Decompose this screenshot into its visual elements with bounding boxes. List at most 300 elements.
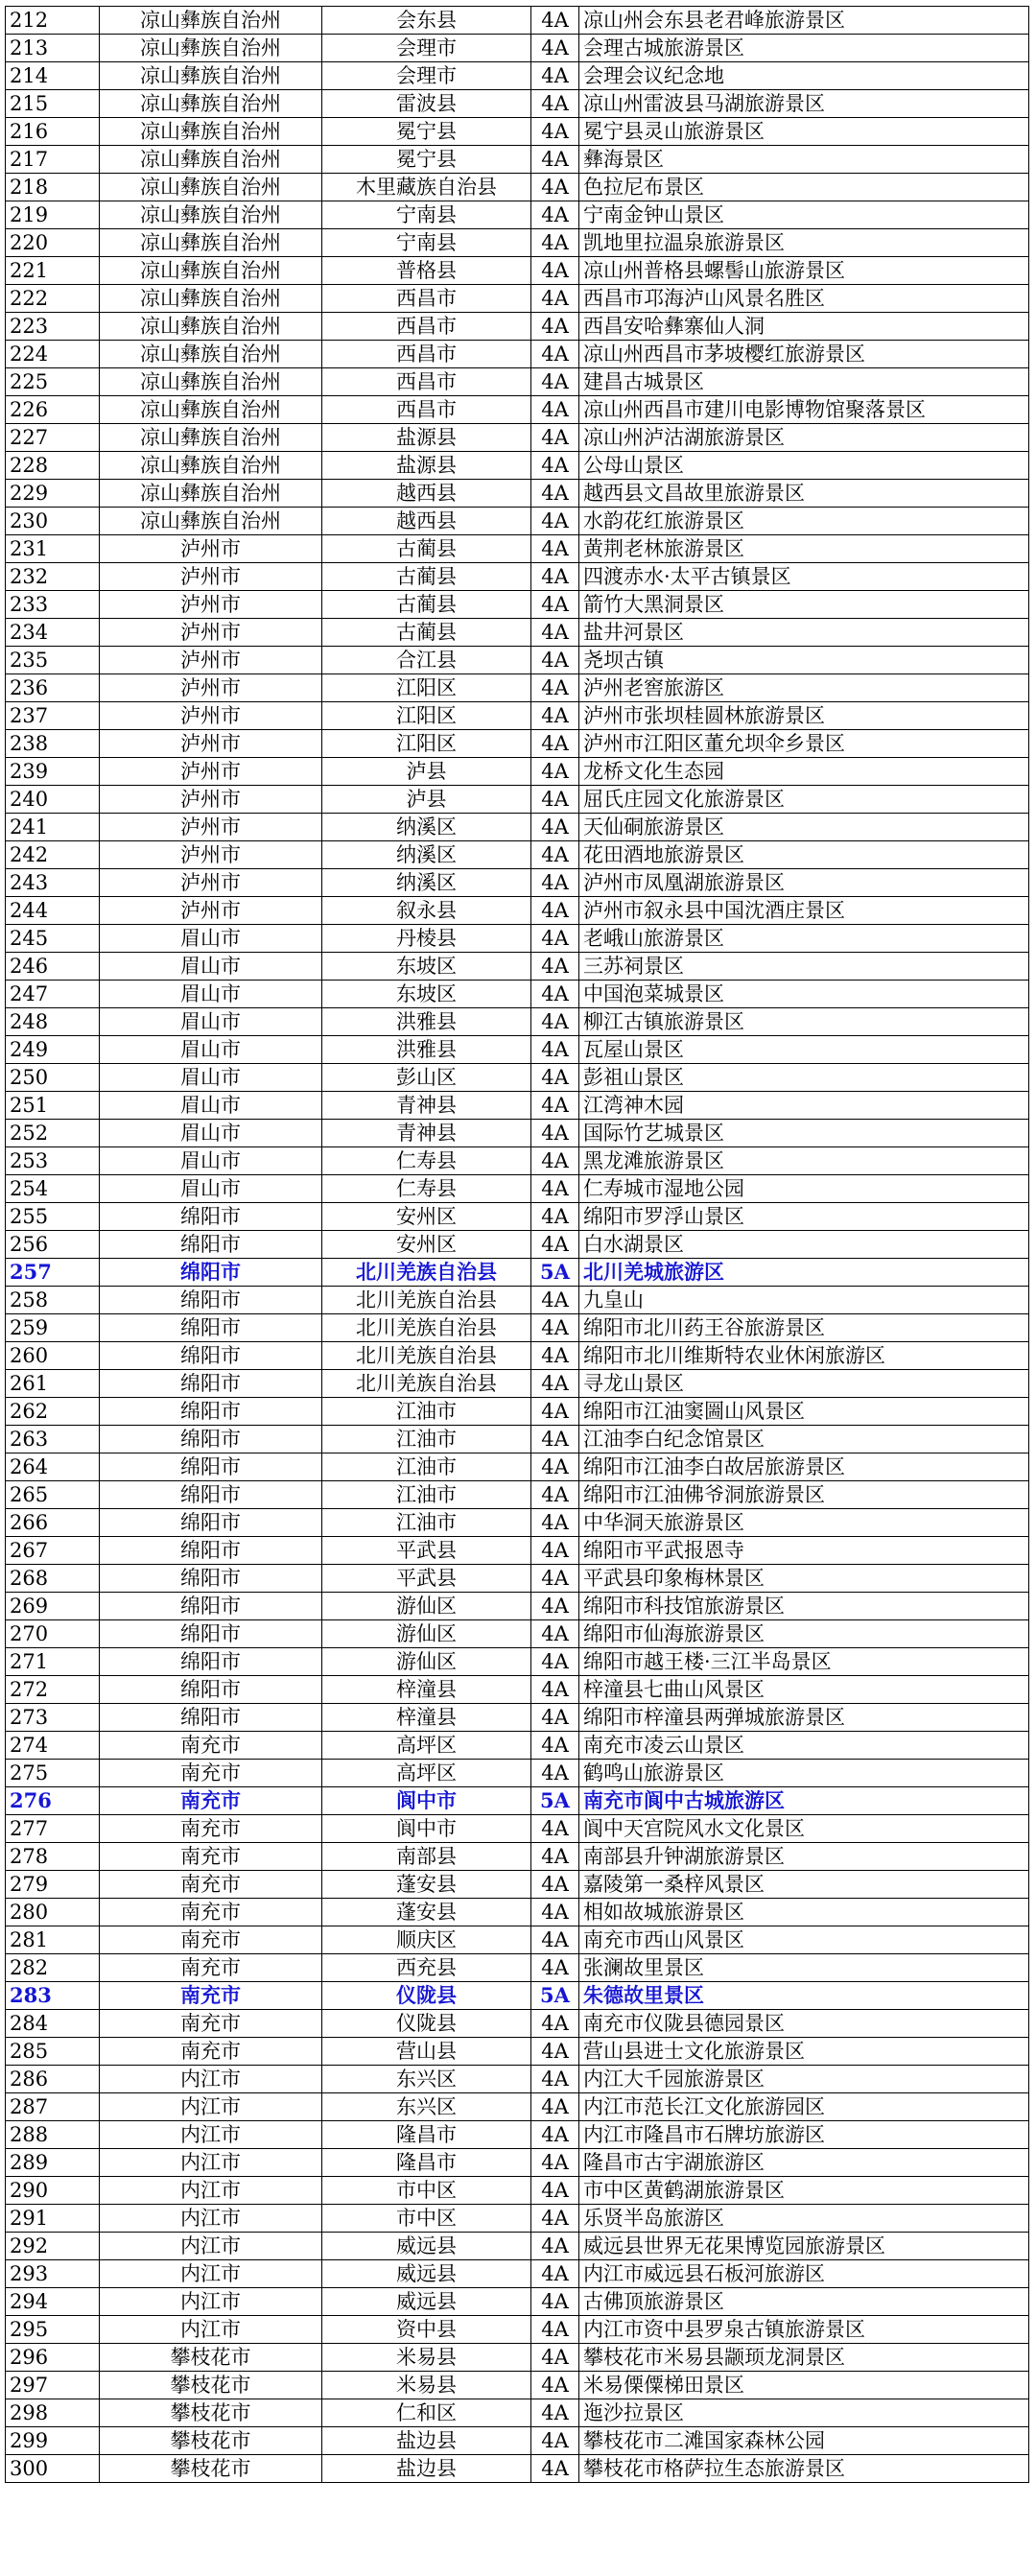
- county-cell: 会东县: [322, 7, 531, 35]
- scenic-area-name-cell: 阆中天宫院风水文化景区: [579, 1815, 1029, 1843]
- county-cell: 游仙区: [322, 1593, 531, 1620]
- row-number-cell: 248: [6, 1008, 100, 1036]
- rating-level-cell: 4A: [531, 90, 579, 118]
- table-row: [6, 1676, 1029, 1704]
- row-number-cell: 229: [6, 480, 100, 508]
- city-cell: 眉山市: [100, 925, 322, 953]
- scenic-area-name-cell: 柳江古镇旅游景区: [579, 1008, 1029, 1036]
- city-cell: 内江市: [100, 2316, 322, 2344]
- rating-level-cell: 4A: [531, 7, 579, 35]
- county-cell: 纳溪区: [322, 814, 531, 841]
- row-number-cell: 220: [6, 229, 100, 257]
- rating-level-cell: 4A: [531, 480, 579, 508]
- county-cell: 江油市: [322, 1398, 531, 1426]
- rating-level-cell: 4A: [531, 174, 579, 201]
- rating-level-cell: 4A: [531, 2427, 579, 2455]
- rating-level-cell: 4A: [531, 118, 579, 146]
- county-cell: 盐边县: [322, 2455, 531, 2483]
- row-number-cell: 292: [6, 2233, 100, 2260]
- city-cell: 凉山彝族自治州: [100, 62, 322, 90]
- scenic-area-name-cell: 市中区黄鹤湖旅游景区: [579, 2177, 1029, 2205]
- scenic-area-name-cell: 彝海景区: [579, 146, 1029, 174]
- city-cell: 绵阳市: [100, 1287, 322, 1314]
- city-cell: 泸州市: [100, 730, 322, 758]
- county-cell: 米易县: [322, 2344, 531, 2372]
- table-row: [6, 7, 1029, 35]
- scenic-area-name-cell: 黄荆老林旅游景区: [579, 535, 1029, 563]
- county-cell: 隆昌市: [322, 2121, 531, 2149]
- city-cell: 眉山市: [100, 953, 322, 981]
- scenic-area-name-cell: 乐贤半岛旅游区: [579, 2205, 1029, 2233]
- scenic-area-name-cell: 嘉陵第一桑梓风景区: [579, 1871, 1029, 1899]
- rating-level-cell: 4A: [531, 1565, 579, 1593]
- row-number-cell: 274: [6, 1732, 100, 1760]
- city-cell: 内江市: [100, 2121, 322, 2149]
- rating-level-cell: 4A: [531, 1342, 579, 1370]
- scenic-area-name-cell: 盐井河景区: [579, 619, 1029, 647]
- city-cell: 南充市: [100, 1843, 322, 1871]
- scenic-area-name-cell: 营山县进士文化旅游景区: [579, 2038, 1029, 2066]
- city-cell: 凉山彝族自治州: [100, 396, 322, 424]
- rating-level-cell: 4A: [531, 2010, 579, 2038]
- county-cell: 营山县: [322, 2038, 531, 2066]
- rating-level-cell: 4A: [531, 452, 579, 480]
- rating-level-cell: 4A: [531, 1426, 579, 1453]
- scenic-area-name-cell: 南充市凌云山景区: [579, 1732, 1029, 1760]
- county-cell: 纳溪区: [322, 869, 531, 897]
- rating-level-cell: 4A: [531, 1899, 579, 1926]
- scenic-area-name-cell: 冕宁县灵山旅游景区: [579, 118, 1029, 146]
- city-cell: 内江市: [100, 2288, 322, 2316]
- city-cell: 眉山市: [100, 1064, 322, 1092]
- county-cell: 叙永县: [322, 897, 531, 925]
- rating-level-cell: 4A: [531, 2233, 579, 2260]
- row-number-cell: 212: [6, 7, 100, 35]
- county-cell: 泸县: [322, 786, 531, 814]
- county-cell: 南部县: [322, 1843, 531, 1871]
- row-number-cell: 261: [6, 1370, 100, 1398]
- row-number-cell: 286: [6, 2066, 100, 2093]
- city-cell: 内江市: [100, 2233, 322, 2260]
- scenic-area-name-cell: 国际竹艺城景区: [579, 1120, 1029, 1147]
- row-number-cell: 222: [6, 285, 100, 313]
- city-cell: 南充市: [100, 1899, 322, 1926]
- row-number-cell: 246: [6, 953, 100, 981]
- city-cell: 南充市: [100, 1732, 322, 1760]
- table-row: [6, 1064, 1029, 1092]
- row-number-cell: 257: [6, 1259, 100, 1287]
- county-cell: 越西县: [322, 508, 531, 535]
- rating-level-cell: 4A: [531, 1231, 579, 1259]
- scenic-area-name-cell: 梓潼县七曲山风景区: [579, 1676, 1029, 1704]
- table-row: [6, 1370, 1029, 1398]
- row-number-cell: 279: [6, 1871, 100, 1899]
- row-number-cell: 300: [6, 2455, 100, 2483]
- table-row: [6, 2260, 1029, 2288]
- table-row: [6, 1760, 1029, 1787]
- city-cell: 绵阳市: [100, 1620, 322, 1648]
- table-row: [6, 35, 1029, 62]
- rating-level-cell: 4A: [531, 1203, 579, 1231]
- row-number-cell: 263: [6, 1426, 100, 1453]
- scenic-area-name-cell: 内江市威远县石板河旅游区: [579, 2260, 1029, 2288]
- county-cell: 仁和区: [322, 2399, 531, 2427]
- city-cell: 内江市: [100, 2177, 322, 2205]
- rating-level-cell: 4A: [531, 535, 579, 563]
- table-row: [6, 563, 1029, 591]
- rating-level-cell: 5A: [531, 1259, 579, 1287]
- city-cell: 绵阳市: [100, 1342, 322, 1370]
- county-cell: 洪雅县: [322, 1008, 531, 1036]
- county-cell: 泸县: [322, 758, 531, 786]
- row-number-cell: 236: [6, 674, 100, 702]
- scenic-area-name-cell: 凉山州西昌市茅坡樱红旅游景区: [579, 341, 1029, 368]
- city-cell: 南充市: [100, 2038, 322, 2066]
- rating-level-cell: 4A: [531, 814, 579, 841]
- table-row: [6, 1787, 1029, 1815]
- rating-level-cell: 4A: [531, 841, 579, 869]
- county-cell: 江油市: [322, 1453, 531, 1481]
- county-cell: 江阳区: [322, 702, 531, 730]
- scenic-area-name-cell: 白水湖景区: [579, 1231, 1029, 1259]
- county-cell: 宁南县: [322, 201, 531, 229]
- table-row: [6, 1147, 1029, 1175]
- scenic-area-name-cell: 米易傈僳梯田景区: [579, 2372, 1029, 2399]
- scenic-area-name-cell: 凉山州西昌市建川电影博物馆聚落景区: [579, 396, 1029, 424]
- city-cell: 眉山市: [100, 1120, 322, 1147]
- rating-level-cell: 4A: [531, 1036, 579, 1064]
- scenic-area-name-cell: 屈氏庄园文化旅游景区: [579, 786, 1029, 814]
- city-cell: 内江市: [100, 2066, 322, 2093]
- rating-level-cell: 4A: [531, 1926, 579, 1954]
- scenic-area-name-cell: 古佛顶旅游景区: [579, 2288, 1029, 2316]
- county-cell: 盐源县: [322, 424, 531, 452]
- city-cell: 绵阳市: [100, 1314, 322, 1342]
- row-number-cell: 265: [6, 1481, 100, 1509]
- scenic-area-name-cell: 尧坝古镇: [579, 647, 1029, 674]
- county-cell: 阆中市: [322, 1815, 531, 1843]
- table-row: [6, 2372, 1029, 2399]
- row-number-cell: 262: [6, 1398, 100, 1426]
- county-cell: 市中区: [322, 2205, 531, 2233]
- table-row: [6, 508, 1029, 535]
- scenic-area-name-cell: 箭竹大黑洞景区: [579, 591, 1029, 619]
- county-cell: 西充县: [322, 1954, 531, 1982]
- city-cell: 凉山彝族自治州: [100, 7, 322, 35]
- row-number-cell: 276: [6, 1787, 100, 1815]
- city-cell: 南充市: [100, 1926, 322, 1954]
- county-cell: 游仙区: [322, 1648, 531, 1676]
- county-cell: 平武县: [322, 1537, 531, 1565]
- rating-level-cell: 4A: [531, 869, 579, 897]
- rating-level-cell: 4A: [531, 201, 579, 229]
- row-number-cell: 287: [6, 2093, 100, 2121]
- city-cell: 眉山市: [100, 1036, 322, 1064]
- row-number-cell: 216: [6, 118, 100, 146]
- scenic-area-name-cell: 攀枝花市米易县颛顼龙洞景区: [579, 2344, 1029, 2372]
- city-cell: 泸州市: [100, 563, 322, 591]
- rating-level-cell: 4A: [531, 424, 579, 452]
- table-row: [6, 814, 1029, 841]
- county-cell: 冕宁县: [322, 118, 531, 146]
- row-number-cell: 269: [6, 1593, 100, 1620]
- table-row: [6, 2427, 1029, 2455]
- row-number-cell: 241: [6, 814, 100, 841]
- rating-level-cell: 4A: [531, 674, 579, 702]
- city-cell: 绵阳市: [100, 1231, 322, 1259]
- table-row: [6, 1036, 1029, 1064]
- row-number-cell: 278: [6, 1843, 100, 1871]
- county-cell: 北川羌族自治县: [322, 1370, 531, 1398]
- table-row: [6, 2455, 1029, 2483]
- county-cell: 会理市: [322, 62, 531, 90]
- table-row: [6, 285, 1029, 313]
- rating-level-cell: 4A: [531, 702, 579, 730]
- city-cell: 绵阳市: [100, 1593, 322, 1620]
- row-number-cell: 280: [6, 1899, 100, 1926]
- scenic-area-name-cell: 江油李白纪念馆景区: [579, 1426, 1029, 1453]
- rating-level-cell: 4A: [531, 758, 579, 786]
- city-cell: 凉山彝族自治州: [100, 146, 322, 174]
- city-cell: 南充市: [100, 1787, 322, 1815]
- city-cell: 内江市: [100, 2093, 322, 2121]
- county-cell: 冕宁县: [322, 146, 531, 174]
- row-number-cell: 227: [6, 424, 100, 452]
- rating-level-cell: 4A: [531, 257, 579, 285]
- city-cell: 凉山彝族自治州: [100, 480, 322, 508]
- scenic-area-name-cell: 绵阳市仙海旅游景区: [579, 1620, 1029, 1648]
- county-cell: 盐源县: [322, 452, 531, 480]
- row-number-cell: 256: [6, 1231, 100, 1259]
- city-cell: 攀枝花市: [100, 2399, 322, 2427]
- row-number-cell: 294: [6, 2288, 100, 2316]
- row-number-cell: 285: [6, 2038, 100, 2066]
- county-cell: 西昌市: [322, 285, 531, 313]
- county-cell: 仪陇县: [322, 1982, 531, 2010]
- county-cell: 江油市: [322, 1426, 531, 1453]
- city-cell: 泸州市: [100, 758, 322, 786]
- table-row: [6, 2177, 1029, 2205]
- scenic-area-name-cell: 北川羌城旅游区: [579, 1259, 1029, 1287]
- county-cell: 仪陇县: [322, 2010, 531, 2038]
- rating-level-cell: 4A: [531, 786, 579, 814]
- city-cell: 凉山彝族自治州: [100, 35, 322, 62]
- table-row: [6, 647, 1029, 674]
- row-number-cell: 273: [6, 1704, 100, 1732]
- city-cell: 眉山市: [100, 1147, 322, 1175]
- scenic-area-name-cell: 南充市阆中古城旅游区: [579, 1787, 1029, 1815]
- table-row: [6, 1203, 1029, 1231]
- rating-level-cell: 4A: [531, 229, 579, 257]
- county-cell: 高坪区: [322, 1732, 531, 1760]
- rating-level-cell: 4A: [531, 1815, 579, 1843]
- scenic-area-name-cell: 相如故城旅游景区: [579, 1899, 1029, 1926]
- row-number-cell: 271: [6, 1648, 100, 1676]
- row-number-cell: 226: [6, 396, 100, 424]
- county-cell: 梓潼县: [322, 1676, 531, 1704]
- table-row: [6, 591, 1029, 619]
- table-row: [6, 758, 1029, 786]
- city-cell: 凉山彝族自治州: [100, 424, 322, 452]
- city-cell: 眉山市: [100, 1092, 322, 1120]
- table-row: [6, 1287, 1029, 1314]
- scenic-area-name-cell: 会理会议纪念地: [579, 62, 1029, 90]
- table-row: [6, 1426, 1029, 1453]
- scenic-area-name-cell: 中华洞天旅游景区: [579, 1509, 1029, 1537]
- county-cell: 江阳区: [322, 674, 531, 702]
- scenic-area-name-cell: 迤沙拉景区: [579, 2399, 1029, 2427]
- table-row: [6, 1453, 1029, 1481]
- scenic-area-name-cell: 凯地里拉温泉旅游景区: [579, 229, 1029, 257]
- row-number-cell: 242: [6, 841, 100, 869]
- city-cell: 内江市: [100, 2149, 322, 2177]
- rating-level-cell: 4A: [531, 2066, 579, 2093]
- rating-level-cell: 4A: [531, 2038, 579, 2066]
- city-cell: 泸州市: [100, 841, 322, 869]
- row-number-cell: 297: [6, 2372, 100, 2399]
- row-number-cell: 299: [6, 2427, 100, 2455]
- scenic-area-name-cell: 绵阳市平武报恩寺: [579, 1537, 1029, 1565]
- city-cell: 凉山彝族自治州: [100, 341, 322, 368]
- table-row: [6, 2344, 1029, 2372]
- table-row: [6, 396, 1029, 424]
- row-number-cell: 232: [6, 563, 100, 591]
- table-body: [6, 7, 1029, 2483]
- city-cell: 攀枝花市: [100, 2455, 322, 2483]
- county-cell: 米易县: [322, 2372, 531, 2399]
- table-row: [6, 1926, 1029, 1954]
- county-cell: 仁寿县: [322, 1147, 531, 1175]
- city-cell: 凉山彝族自治州: [100, 285, 322, 313]
- row-number-cell: 291: [6, 2205, 100, 2233]
- scenic-area-name-cell: 泸州市张坝桂圆林旅游景区: [579, 702, 1029, 730]
- scenic-area-name-cell: 南部县升钟湖旅游景区: [579, 1843, 1029, 1871]
- county-cell: 蓬安县: [322, 1871, 531, 1899]
- rating-level-cell: 4A: [531, 1593, 579, 1620]
- city-cell: 绵阳市: [100, 1426, 322, 1453]
- table-row: [6, 1648, 1029, 1676]
- table-row: [6, 2010, 1029, 2038]
- table-row: [6, 619, 1029, 647]
- scenic-area-name-cell: 西昌市邛海泸山风景名胜区: [579, 285, 1029, 313]
- city-cell: 绵阳市: [100, 1203, 322, 1231]
- row-number-cell: 264: [6, 1453, 100, 1481]
- rating-level-cell: 4A: [531, 1370, 579, 1398]
- scenic-area-name-cell: 西昌安哈彝寨仙人洞: [579, 313, 1029, 341]
- city-cell: 眉山市: [100, 981, 322, 1008]
- rating-level-cell: 4A: [531, 146, 579, 174]
- row-number-cell: 290: [6, 2177, 100, 2205]
- table-row: [6, 841, 1029, 869]
- row-number-cell: 267: [6, 1537, 100, 1565]
- county-cell: 东兴区: [322, 2066, 531, 2093]
- city-cell: 眉山市: [100, 1008, 322, 1036]
- city-cell: 绵阳市: [100, 1370, 322, 1398]
- rating-level-cell: 4A: [531, 1008, 579, 1036]
- county-cell: 阆中市: [322, 1787, 531, 1815]
- county-cell: 游仙区: [322, 1620, 531, 1648]
- row-number-cell: 268: [6, 1565, 100, 1593]
- row-number-cell: 223: [6, 313, 100, 341]
- city-cell: 泸州市: [100, 702, 322, 730]
- table-row: [6, 313, 1029, 341]
- scenic-area-name-cell: 隆昌市古宇湖旅游区: [579, 2149, 1029, 2177]
- row-number-cell: 235: [6, 647, 100, 674]
- table-row: [6, 1843, 1029, 1871]
- rating-level-cell: 4A: [531, 1064, 579, 1092]
- row-number-cell: 217: [6, 146, 100, 174]
- table-row: [6, 146, 1029, 174]
- rating-level-cell: 4A: [531, 2205, 579, 2233]
- table-row: [6, 174, 1029, 201]
- row-number-cell: 255: [6, 1203, 100, 1231]
- county-cell: 市中区: [322, 2177, 531, 2205]
- table-row: [6, 674, 1029, 702]
- rating-level-cell: 4A: [531, 1843, 579, 1871]
- county-cell: 古蔺县: [322, 591, 531, 619]
- scenic-area-name-cell: 泸州市叙永县中国沈酒庄景区: [579, 897, 1029, 925]
- rating-level-cell: 4A: [531, 591, 579, 619]
- rating-level-cell: 4A: [531, 341, 579, 368]
- rating-level-cell: 4A: [531, 1481, 579, 1509]
- scenic-area-name-cell: 建昌古城景区: [579, 368, 1029, 396]
- scenic-area-name-cell: 内江市资中县罗泉古镇旅游景区: [579, 2316, 1029, 2344]
- row-number-cell: 249: [6, 1036, 100, 1064]
- row-number-cell: 283: [6, 1982, 100, 2010]
- row-number-cell: 250: [6, 1064, 100, 1092]
- county-cell: 威远县: [322, 2233, 531, 2260]
- city-cell: 凉山彝族自治州: [100, 257, 322, 285]
- scenic-area-name-cell: 绵阳市北川维斯特农业休闲旅游区: [579, 1342, 1029, 1370]
- table-row: [6, 1342, 1029, 1370]
- county-cell: 蓬安县: [322, 1899, 531, 1926]
- county-cell: 安州区: [322, 1231, 531, 1259]
- row-number-cell: 225: [6, 368, 100, 396]
- county-cell: 东坡区: [322, 953, 531, 981]
- table-row: [6, 925, 1029, 953]
- row-number-cell: 298: [6, 2399, 100, 2427]
- county-cell: 西昌市: [322, 313, 531, 341]
- row-number-cell: 219: [6, 201, 100, 229]
- county-cell: 会理市: [322, 35, 531, 62]
- row-number-cell: 277: [6, 1815, 100, 1843]
- scenic-area-name-cell: 色拉尼布景区: [579, 174, 1029, 201]
- county-cell: 梓潼县: [322, 1704, 531, 1732]
- table-row: [6, 2093, 1029, 2121]
- city-cell: 泸州市: [100, 674, 322, 702]
- rating-level-cell: 4A: [531, 2399, 579, 2427]
- row-number-cell: 215: [6, 90, 100, 118]
- rating-level-cell: 4A: [531, 1147, 579, 1175]
- scenic-area-table: [5, 6, 1029, 2483]
- county-cell: 普格县: [322, 257, 531, 285]
- row-number-cell: 234: [6, 619, 100, 647]
- table-row: [6, 1120, 1029, 1147]
- rating-level-cell: 4A: [531, 647, 579, 674]
- table-row: [6, 2121, 1029, 2149]
- row-number-cell: 266: [6, 1509, 100, 1537]
- row-number-cell: 230: [6, 508, 100, 535]
- row-number-cell: 228: [6, 452, 100, 480]
- table-row: [6, 201, 1029, 229]
- city-cell: 绵阳市: [100, 1509, 322, 1537]
- rating-level-cell: 4A: [531, 2288, 579, 2316]
- county-cell: 北川羌族自治县: [322, 1287, 531, 1314]
- scenic-area-name-cell: 泸州市凤凰湖旅游景区: [579, 869, 1029, 897]
- rating-level-cell: 4A: [531, 2344, 579, 2372]
- row-number-cell: 218: [6, 174, 100, 201]
- row-number-cell: 243: [6, 869, 100, 897]
